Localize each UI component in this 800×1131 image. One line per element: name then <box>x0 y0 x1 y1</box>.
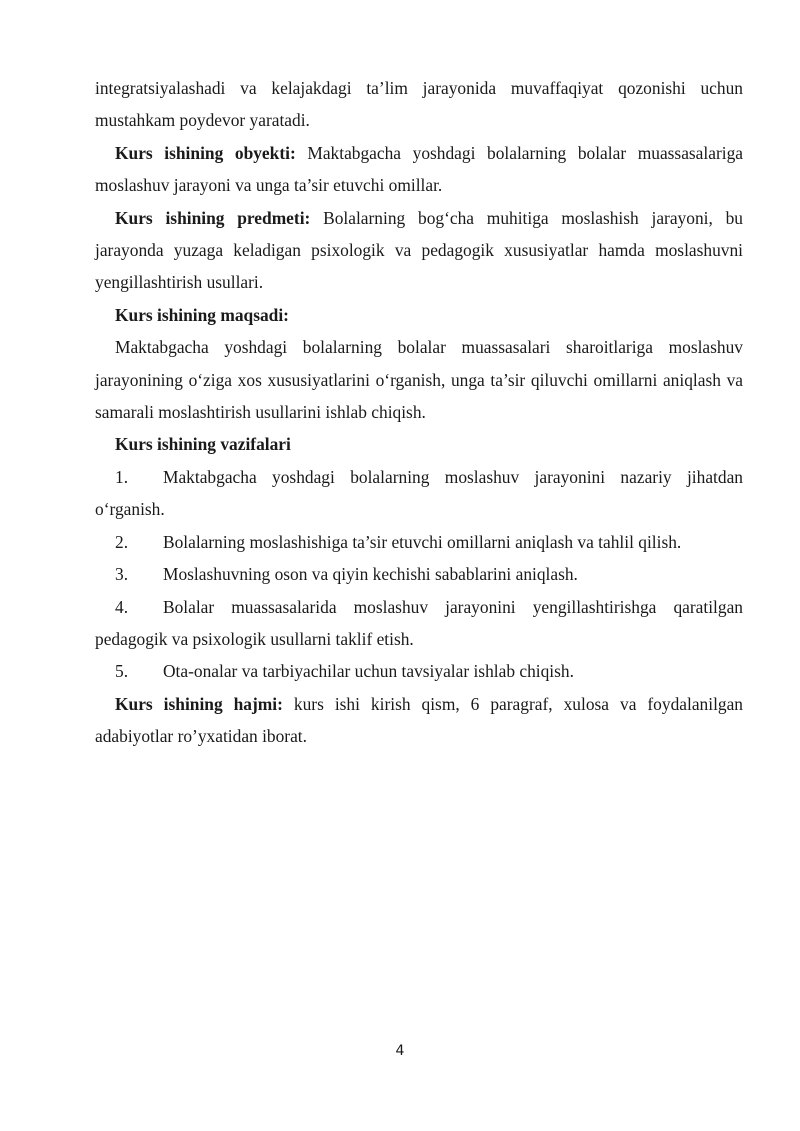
list-item <box>95 655 743 687</box>
page-number: 4 <box>395 1043 405 1059</box>
list-item-text: Ota-onalar va tarbiyachilar uchun tavsiyalar ishlab chiqish. <box>163 661 574 682</box>
volume-paragraph <box>95 688 743 753</box>
list-item <box>95 526 743 558</box>
volume-text: kurs ishi kirish qism, 6 paragraf, xulosa va foydalanilgan adabiyotlar ro’yxatidan iborat. <box>95 693 744 747</box>
goal-heading: Kurs ishining maqsadi: <box>115 304 289 325</box>
list-item-number: 5. <box>115 661 129 682</box>
object-text: Maktabgacha yoshdagi bolalarning bolalar muassasalariga moslashuv jarayoni va unga ta’sir etuvchi omillar. <box>95 142 743 196</box>
subject-paragraph <box>95 202 743 299</box>
list-item-text: Bolalar muassasalarida moslashuv jarayonini yengillashtirishga qaratilgan pedagogik va psixologik usullarni taklif etish. <box>95 596 743 649</box>
volume-label: Kurs ishining hajmi: <box>115 693 283 714</box>
list-item-text: Bolalarning moslashishiga ta’sir etuvchi omillarni aniqlash va tahlil qilish. <box>163 531 682 552</box>
list-item-text: Maktabgacha yoshdagi bolalarning moslashuv jarayonini nazariy jihatdan o‘rganish. <box>95 466 743 520</box>
intro-continuation: integratsiyalashadi va kelajakdagi ta’lim jarayonida muvaffaqiyat qozonishi uchun mustahkam poydevor yaratadi. <box>95 78 743 131</box>
subject-label: Kurs ishining predmeti: <box>115 207 311 228</box>
list-item-number: 2. <box>115 531 129 552</box>
list-item-text: Moslashuvning oson va qiyin kechishi sabablarini aniqlash. <box>163 564 578 585</box>
object-label: Kurs ishining obyekti: <box>115 142 296 163</box>
subject-text: Bolalarning bog‘cha muhitiga moslashish jarayoni, bu jarayonda yuzaga keladigan psixologik va pedagogik xususiyatlar hamda moslashuvni yengillashtirish usullari. <box>95 207 743 293</box>
tasks-heading: Kurs ishining vazifalari <box>115 434 291 455</box>
list-item-number: 3. <box>115 564 129 585</box>
list-item <box>95 558 743 590</box>
goal-text: Maktabgacha yoshdagi bolalarning bolalar muassasalari sharoitlariga moslashuv jarayonining o‘ziga xos xususiyatlarini o‘rganish, unga ta’sir qiluvchi omillarni aniqlash va samarali moslashtirish usullarini ishlab chiqish. <box>95 337 743 423</box>
list-item-number: 4. <box>115 596 129 617</box>
list-item-number: 1. <box>115 466 129 487</box>
list-item <box>95 591 743 656</box>
document-page <box>95 72 743 753</box>
object-paragraph <box>95 137 743 202</box>
list-item <box>95 461 743 526</box>
